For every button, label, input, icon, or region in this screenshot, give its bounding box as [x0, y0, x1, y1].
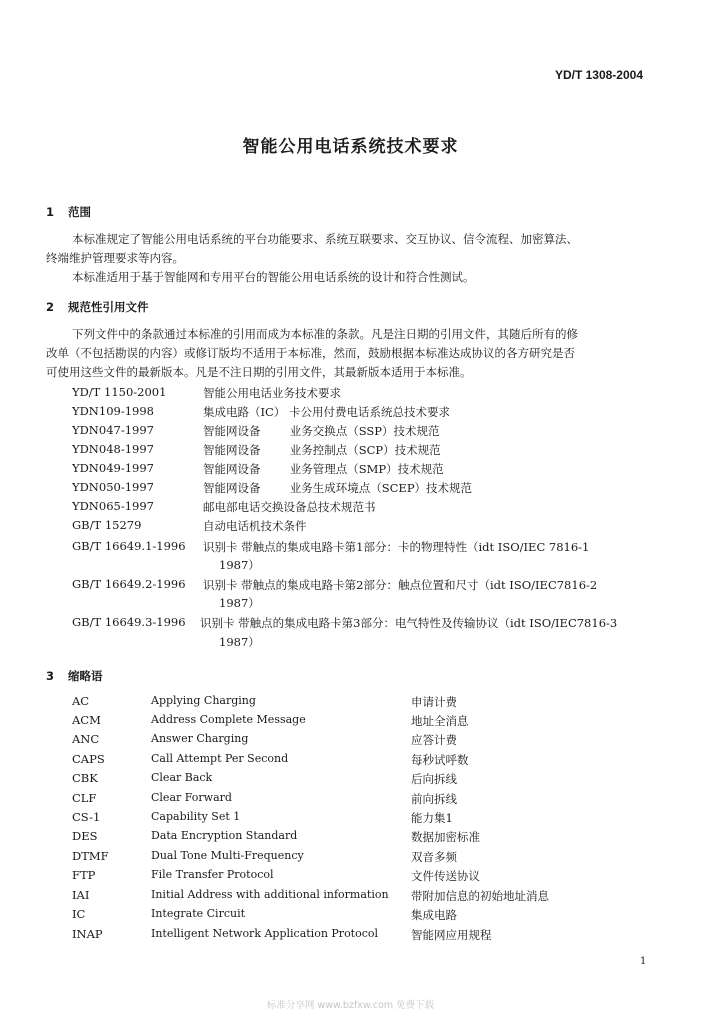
reference-code: YD/T 1150-2001: [72, 385, 167, 399]
abbreviation-code: CLF: [72, 791, 97, 805]
reference-code: GB/T 16649.1-1996: [72, 539, 186, 553]
reference-title: 智能网设备 业务管理点（SMP）技术规范: [203, 462, 444, 476]
reference-title-continuation: 1987）: [219, 558, 260, 572]
abbreviation-english: Applying Charging: [151, 694, 256, 707]
reference-title: 邮电部电话交换设备总技术规范书: [203, 500, 376, 514]
reference-code: YDN048-1997: [72, 442, 154, 456]
reference-title-continuation: 1987）: [219, 635, 260, 649]
reference-code: GB/T 16649.3-1996: [72, 615, 186, 629]
abbreviation-code: INAP: [72, 927, 103, 941]
abbreviation-chinese: 申请计费: [411, 695, 457, 709]
abbreviation-english: Intelligent Network Application Protocol: [151, 927, 379, 940]
abbreviation-code: ACM: [72, 713, 101, 727]
abbreviation-english: Call Attempt Per Second: [151, 752, 289, 765]
reference-code: YDN109-1998: [72, 404, 154, 418]
abbreviation-code: CBK: [72, 771, 98, 785]
paragraph-line: 改单（不包括勘误的内容）或修订版均不适用于本标准，然而，鼓励根据本标准达成协议的各方研究是否: [46, 346, 575, 360]
abbreviation-code: CS-1: [72, 810, 101, 824]
abbreviation-chinese: 文件传送协议: [411, 869, 480, 883]
section-title: 范围: [68, 205, 91, 219]
abbreviation-english: Integrate Circuit: [151, 907, 246, 920]
abbreviation-chinese: 集成电路: [411, 908, 457, 922]
paragraph-line: 下列文件中的条款通过本标准的引用而成为本标准的条款。凡是注日期的引用文件，其随后所有的修: [72, 327, 578, 341]
reference-title-continuation: 1987）: [219, 596, 260, 610]
abbreviation-code: ANC: [72, 732, 100, 746]
abbreviation-chinese: 智能网应用规程: [411, 928, 492, 942]
reference-code: YDN065-1997: [72, 499, 154, 513]
reference-code: GB/T 15279: [72, 518, 142, 532]
abbreviation-code: CAPS: [72, 752, 105, 766]
abbreviation-chinese: 前向拆线: [411, 792, 457, 806]
section-heading-scope: [46, 204, 91, 220]
abbreviation-english: Initial Address with additional information: [151, 888, 389, 901]
reference-code: YDN049-1997: [72, 461, 154, 475]
reference-title: 识别卡 带触点的集成电路卡第2部分：触点位置和尺寸（idt ISO/IEC7816-2: [203, 578, 598, 592]
reference-title: 识别卡 带触点的集成电路卡第1部分：卡的物理特性（idt ISO/IEC 7816-1: [203, 540, 590, 554]
reference-title: 智能网设备 业务生成环境点（SCEP）技术规范: [203, 481, 473, 495]
abbreviation-english: Clear Forward: [151, 791, 232, 804]
paragraph-line: 本标准规定了智能公用电话系统的平台功能要求、系统互联要求、交互协议、信令流程、加密算法、: [72, 232, 578, 246]
reference-title: 智能公用电话业务技术要求: [203, 386, 341, 400]
section-number: 2: [46, 300, 55, 314]
reference-code: GB/T 16649.2-1996: [72, 577, 186, 591]
reference-title: 自动电话机技术条件: [203, 519, 307, 533]
abbreviation-chinese: 数据加密标准: [411, 830, 480, 844]
abbreviation-chinese: 每秒试呼数: [411, 753, 469, 767]
section-title: 缩略语: [68, 669, 103, 683]
abbreviation-code: IC: [72, 907, 86, 921]
watermark: 标准分享网 www.bzfxw.com 免费下载: [266, 1000, 435, 1011]
abbreviation-chinese: 能力集1: [411, 811, 453, 825]
document-number: YD/T 1308-2004: [554, 68, 643, 82]
abbreviation-code: FTP: [72, 868, 96, 882]
paragraph-line: 终端维护管理要求等内容。: [46, 251, 184, 265]
reference-code: YDN050-1997: [72, 480, 154, 494]
abbreviation-english: Capability Set 1: [151, 810, 241, 823]
section-heading-abbreviations: [46, 668, 103, 684]
reference-code: YDN047-1997: [72, 423, 154, 437]
section-title: 规范性引用文件: [68, 300, 149, 314]
paragraph-line: 本标准适用于基于智能网和专用平台的智能公用电话系统的设计和符合性测试。: [72, 270, 475, 284]
section-heading-references: [46, 299, 149, 315]
abbreviation-code: DTMF: [72, 849, 109, 863]
abbreviation-chinese: 带附加信息的初始地址消息: [411, 889, 549, 903]
abbreviation-chinese: 双音多频: [411, 850, 457, 864]
abbreviation-english: File Transfer Protocol: [151, 868, 274, 881]
abbreviation-english: Clear Back: [151, 771, 213, 784]
abbreviation-code: IAI: [72, 888, 90, 902]
abbreviation-code: DES: [72, 829, 98, 843]
reference-title: 智能网设备 业务交换点（SSP）技术规范: [203, 424, 440, 438]
abbreviation-english: Data Encryption Standard: [151, 829, 298, 842]
paragraph-line: 可使用这些文件的最新版本。凡是不注日期的引用文件，其最新版本适用于本标准。: [46, 365, 472, 379]
section-number: 1: [46, 205, 55, 219]
reference-title: 集成电路（IC） 卡公用付费电话系统总技术要求: [203, 405, 450, 419]
page-number: 1: [640, 956, 647, 967]
abbreviation-chinese: 后向拆线: [411, 772, 457, 786]
abbreviation-english: Address Complete Message: [151, 713, 306, 726]
reference-title: 识别卡 带触点的集成电路卡第3部分：电气特性及传输协议（idt ISO/IEC7816-3: [200, 616, 618, 630]
abbreviation-chinese: 地址全消息: [411, 714, 469, 728]
abbreviation-english: Answer Charging: [151, 732, 249, 745]
page-title: 智能公用电话系统技术要求: [242, 137, 459, 157]
abbreviation-chinese: 应答计费: [411, 733, 457, 747]
reference-title: 智能网设备 业务控制点（SCP）技术规范: [203, 443, 441, 457]
abbreviation-english: Dual Tone Multi-Frequency: [151, 849, 304, 862]
abbreviation-code: AC: [72, 694, 90, 708]
section-number: 3: [46, 669, 55, 683]
